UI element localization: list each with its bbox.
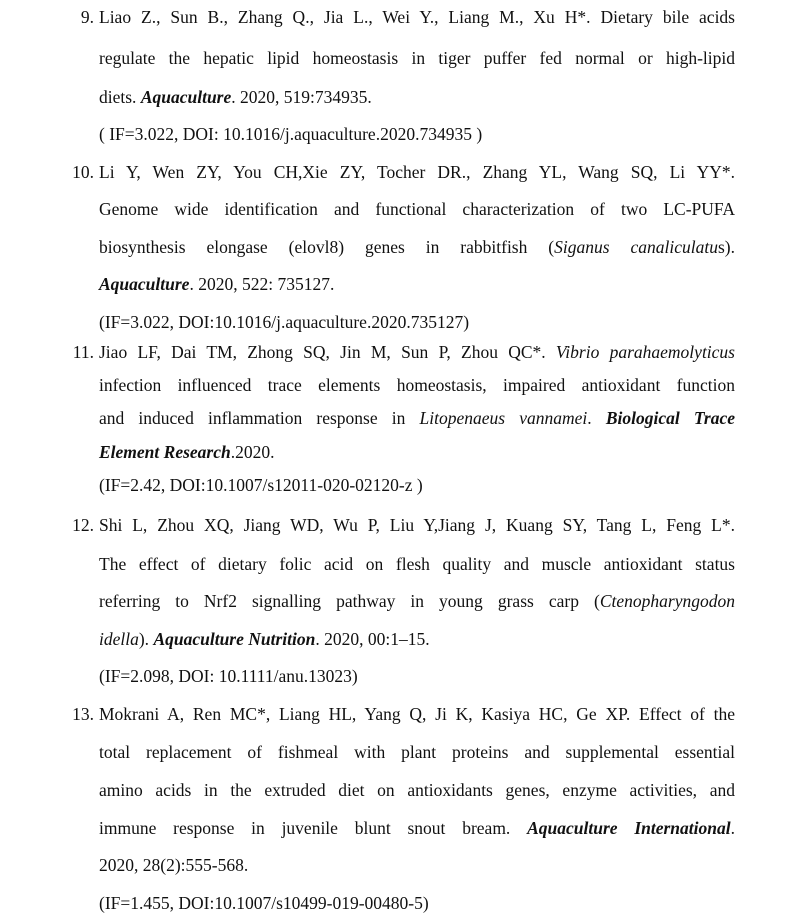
species-name: Ctenopharyngodon xyxy=(599,591,735,611)
journal-name: Aquaculture Nutrition xyxy=(153,629,316,649)
reference-text: referring to Nrf2 signalling pathway in young grass carp ( xyxy=(99,591,600,611)
reference-line xyxy=(99,408,735,429)
reference-line: 2020, 28(2):555-568. xyxy=(99,855,249,875)
reference-text: . xyxy=(587,408,606,428)
reference-line: amino acids in the extruded diet on antioxidants genes, enzyme activities, and xyxy=(99,780,735,800)
reference-line: The effect of dietary folic acid on flesh quality and muscle antioxidant status xyxy=(99,554,735,574)
species-name: Litopenaeus vannamei xyxy=(419,408,588,428)
reference-line xyxy=(99,818,735,839)
reference-line: infection influenced trace elements homeostasis, impaired antioxidant function xyxy=(99,375,735,395)
journal-name: Aquaculture xyxy=(99,274,190,294)
reference-number: 13. xyxy=(72,704,94,724)
impact-factor-doi: (IF=2.098, DOI: 10.1111/anu.13023) xyxy=(99,666,358,686)
journal-name: Element Research xyxy=(99,442,231,462)
reference-text: diets. xyxy=(99,87,141,107)
reference-line xyxy=(99,591,735,612)
reference-line: Genome wide identification and functional characterization of two LC-PUFA xyxy=(99,199,735,219)
reference-line: Li Y, Wen ZY, You CH,Xie ZY, Tocher DR., Zhang YL, Wang SQ, Li YY*. xyxy=(99,162,735,182)
reference-line xyxy=(99,442,735,463)
reference-number: 11. xyxy=(72,342,94,362)
reference-line xyxy=(99,274,735,295)
reference-line xyxy=(99,87,735,108)
reference-text: .2020. xyxy=(230,442,275,462)
reference-line: regulate the hepatic lipid homeostasis in tiger puffer fed normal or high-lipid xyxy=(99,48,735,68)
impact-factor-doi: (IF=1.455, DOI:10.1007/s10499-019-00480-5) xyxy=(99,893,429,913)
reference-number: 9. xyxy=(80,7,94,27)
reference-text: . 2020, 00:1–15. xyxy=(315,629,430,649)
reference-number: 10. xyxy=(72,162,94,182)
species-name: Siganus canaliculatu xyxy=(554,237,718,257)
reference-line: Shi L, Zhou XQ, Jiang WD, Wu P, Liu Y,Jiang J, Kuang SY, Tang L, Feng L*. xyxy=(99,515,735,535)
reference-number: 12. xyxy=(72,515,94,535)
reference-line: Liao Z., Sun B., Zhang Q., Jia L., Wei Y., Liang M., Xu H*. Dietary bile acids xyxy=(99,7,735,27)
impact-factor-doi: (IF=2.42, DOI:10.1007/s12011-020-02120-z ) xyxy=(99,475,423,495)
reference-line xyxy=(99,629,735,650)
reference-text: . 2020, 522: 735127. xyxy=(189,274,335,294)
impact-factor-doi: ( IF=3.022, DOI: 10.1016/j.aquaculture.2020.734935 ) xyxy=(99,124,483,144)
impact-factor-doi: (IF=3.022, DOI:10.1016/j.aquaculture.2020.735127) xyxy=(99,312,470,332)
journal-name: Aquaculture International xyxy=(527,818,731,838)
reference-line xyxy=(99,342,735,363)
reference-line: total replacement of fishmeal with plant proteins and supplemental essential xyxy=(99,742,735,762)
reference-text: and induced inflammation response in xyxy=(99,408,420,428)
reference-text: s). xyxy=(717,237,735,257)
journal-name: Aquaculture xyxy=(140,87,232,107)
journal-name: Biological Trace xyxy=(605,408,736,428)
reference-text: . 2020, 519:734935. xyxy=(231,87,372,107)
reference-text: Jiao LF, Dai TM, Zhong SQ, Jin M, Sun P, Zhou QC*. xyxy=(99,342,556,362)
reference-line: Mokrani A, Ren MC*, Liang HL, Yang Q, Ji K, Kasiya HC, Ge XP. Effect of the xyxy=(99,704,735,724)
reference-line xyxy=(99,237,735,258)
species-name: Vibrio parahaemolyticus xyxy=(555,342,735,362)
reference-text: biosynthesis elongase (elovl8) genes in rabbitfish ( xyxy=(99,237,555,257)
species-name: idella xyxy=(99,629,139,649)
reference-text: ). xyxy=(138,629,154,649)
reference-text: . xyxy=(730,818,735,838)
reference-text: immune response in juvenile blunt snout bream. xyxy=(99,818,528,838)
